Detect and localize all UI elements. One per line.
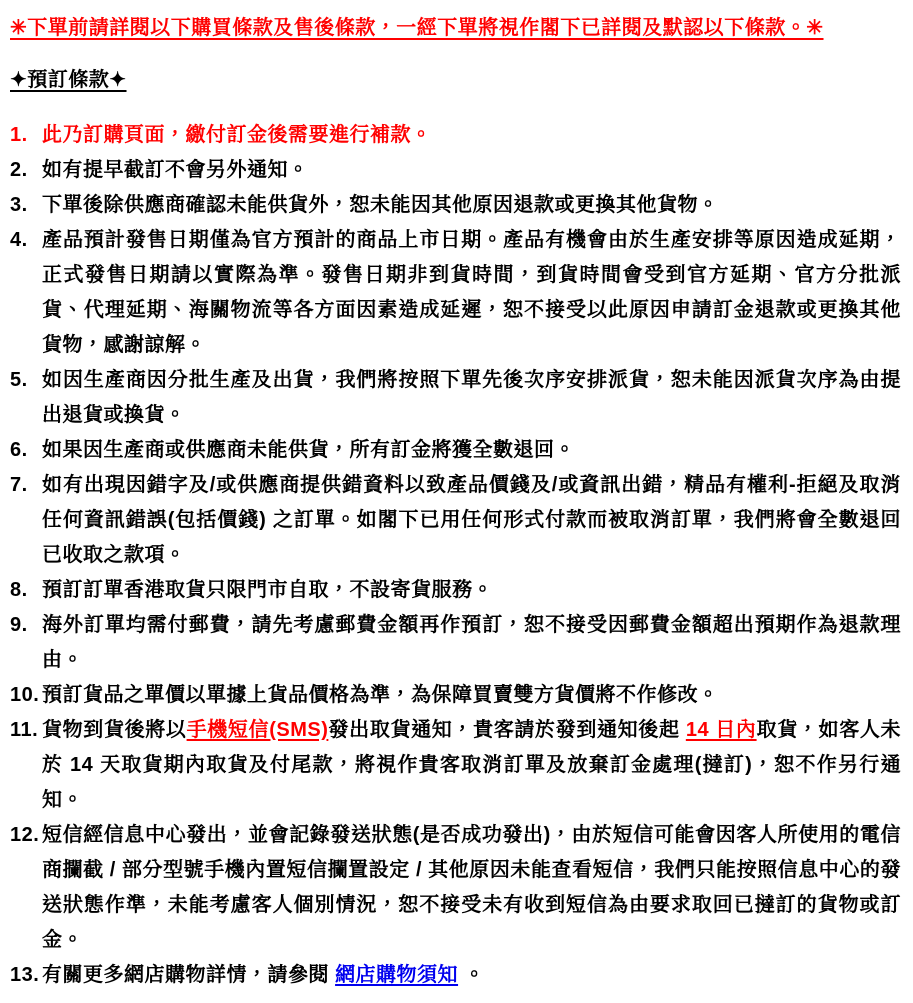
term-number: 8. — [10, 579, 28, 601]
term-text-segment: 貨物到貨後將以 — [42, 719, 187, 741]
term-number: 13. — [10, 964, 40, 986]
term-text: 如有出現因錯字及/或供應商提供錯資料以致產品價錢及/或資訊出錯，精品有權利-拒絕及取消任何資訊錯誤(包括價錢) 之訂單。如閣下已用任何形式付款而被取消訂單，我們將會全數退回已收取之款項。 — [42, 474, 901, 566]
section-title: ✦預訂條款✦ — [10, 69, 127, 91]
term-number: 2. — [10, 159, 28, 181]
term-number: 9. — [10, 614, 28, 636]
term-item-9 — [10, 608, 901, 678]
term-item-2 — [10, 153, 901, 188]
term-text-segment: 。 — [458, 964, 485, 986]
notice-banner-text: ✳下單前請詳閱以下購買條款及售後條款，一經下單將視作閣下已詳閱及默認以下條款。✳ — [10, 17, 824, 39]
term-item-12 — [10, 818, 901, 958]
notice-banner — [10, 14, 901, 43]
term-item-13 — [10, 958, 901, 993]
term-item-4 — [10, 223, 901, 363]
term-text — [42, 713, 901, 818]
term-item-8 — [10, 573, 901, 608]
term-item-10 — [10, 678, 901, 713]
term-text: 如有提早截訂不會另外通知。 — [42, 159, 309, 181]
sms-highlight: 手機短信(SMS) — [186, 719, 329, 741]
term-text-segment: 有關更多網店購物詳情，請參閱 — [42, 964, 336, 986]
term-text: 如果因生產商或供應商未能供貨，所有訂金將獲全數退回。 — [42, 439, 575, 461]
term-number: 4. — [10, 229, 28, 251]
term-number: 10. — [10, 684, 40, 706]
term-text-segment: 發出取貨通知，貴客請於發到通知後起 — [328, 719, 686, 741]
preorder-terms-list — [10, 118, 901, 993]
term-number: 11. — [10, 719, 39, 741]
pickup-deadline-highlight: 14 日內 — [685, 719, 757, 741]
term-number: 5. — [10, 369, 28, 391]
term-number: 6. — [10, 439, 28, 461]
term-text: 產品預計發售日期僅為官方預計的商品上市日期。產品有機會由於生產安排等原因造成延期，正式發售日期請以實際為準。發售日期非到貨時間，到貨時間會受到官方延期、官方分批派貨、代理延期、海關物流等各方面因素造成延遲，恕不接受以此原因申請訂金退款或更換其他貨物，感謝諒解。 — [42, 229, 901, 356]
term-number: 7. — [10, 474, 28, 496]
term-item-5 — [10, 363, 901, 433]
term-item-3 — [10, 188, 901, 223]
section-title-wrap — [10, 63, 901, 92]
term-number: 3. — [10, 194, 28, 216]
term-text: 如因生產商因分批生產及出貨，我們將按照下單先後次序安排派貨，恕未能因派貨次序為由提出退貨或換貨。 — [42, 369, 901, 426]
term-text: 此乃訂購頁面，繳付訂金後需要進行補款。 — [42, 124, 432, 146]
term-text-segment: 取貨，如客人未於 14 天取貨期內取貨及付尾款，將視作貴客取消訂單及放棄訂金處理(撻訂)，恕不作另行通知。 — [42, 719, 902, 811]
term-number: 12. — [10, 824, 40, 846]
term-text: 海外訂單均需付郵費，請先考慮郵費金額再作預訂，恕不接受因郵費金額超出預期作為退款理由。 — [42, 614, 901, 671]
term-text: 預訂訂單香港取貨只限門市自取，不設寄貨服務。 — [42, 579, 493, 601]
term-item-6 — [10, 433, 901, 468]
shopping-guide-link[interactable]: 網店購物須知 — [335, 964, 459, 986]
term-text: 預訂貨品之單價以單據上貨品價格為準，為保障買賣雙方貨價將不作修改。 — [42, 684, 719, 706]
term-text: 下單後除供應商確認未能供貨外，恕未能因其他原因退款或更換其他貨物。 — [42, 194, 719, 216]
term-item-11 — [10, 713, 901, 818]
term-text: 短信經信息中心發出，並會記錄發送狀態(是否成功發出)，由於短信可能會因客人所使用的電信商攔截 / 部分型號手機內置短信攔置設定 / 其他原因未能查看短信，我們只能按照信息中心的發送狀態作準，未能考慮客人個別情況，恕不接受未有收到短信為由要求取回已撻訂的貨物或訂金。 — [42, 824, 901, 951]
term-item-7 — [10, 468, 901, 573]
term-text — [42, 958, 901, 993]
term-number: 1. — [10, 124, 28, 146]
term-item-1 — [10, 118, 901, 153]
